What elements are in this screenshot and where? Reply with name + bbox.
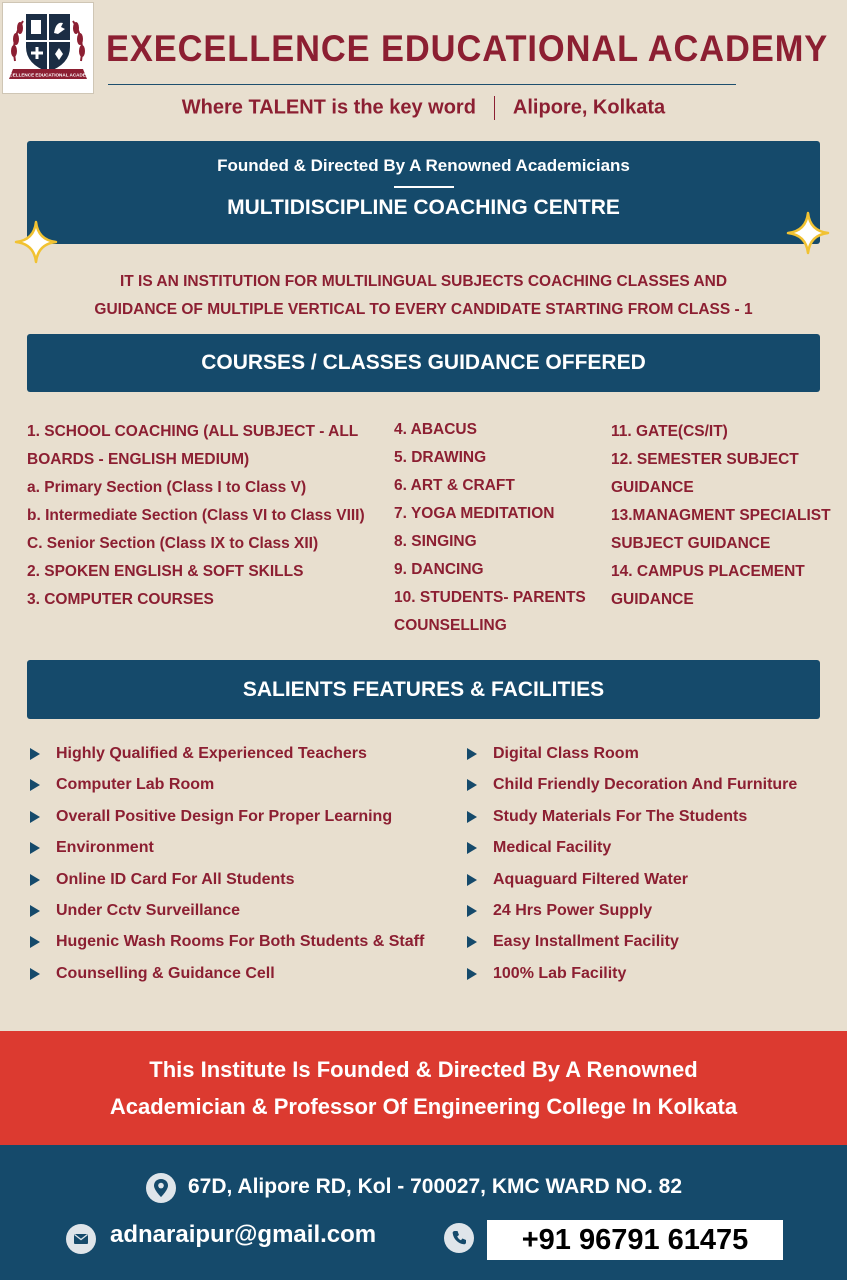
bullet-triangle-icon <box>467 811 477 823</box>
mail-icon <box>66 1224 96 1254</box>
feature-item <box>464 837 839 868</box>
founder-banner-line: Academician & Professor Of Engineering College In Kolkata <box>109 1094 738 1119</box>
feature-item <box>27 806 457 837</box>
feature-item <box>464 900 839 931</box>
feature-label: 24 Hrs Power Supply <box>493 901 653 919</box>
bullet-triangle-icon <box>467 905 477 917</box>
course-item: 1. SCHOOL COACHING (ALL SUBJECT - ALL BOARDS - ENGLISH MEDIUM) <box>27 423 358 468</box>
intro-box-heading: MULTIDISCIPLINE COACHING CENTRE <box>227 196 620 219</box>
intro-box-divider <box>394 186 454 188</box>
phone-icon <box>444 1223 474 1253</box>
feature-item <box>464 743 839 774</box>
course-item: 4. ABACUS <box>394 421 477 438</box>
features-list-right <box>464 743 839 994</box>
feature-label: Under Cctv Surveillance <box>56 901 241 919</box>
course-item: 7. YOGA MEDITATION <box>394 505 555 522</box>
sparkle-star-icon-right <box>786 211 830 255</box>
course-item: b. Intermediate Section (Class VI to Class VIII) <box>27 507 365 524</box>
course-item: C. Senior Section (Class IX to Class XII) <box>27 535 319 552</box>
email-link[interactable]: adnaraipur@gmail.com <box>110 1221 377 1248</box>
location-pin-icon <box>146 1173 176 1203</box>
intro-box <box>27 141 820 244</box>
bullet-triangle-icon <box>467 874 477 886</box>
feature-item <box>27 774 457 805</box>
bullet-triangle-icon <box>467 748 477 760</box>
course-item: 8. SINGING <box>394 533 477 550</box>
feature-label: Online ID Card For All Students <box>56 870 295 888</box>
feature-item <box>27 743 457 774</box>
intro-text-line: GUIDANCE OF MULTIPLE VERTICAL TO EVERY CANDIDATE STARTING FROM CLASS - 1 <box>94 301 753 318</box>
course-item: 10. STUDENTS- PARENTS COUNSELLING <box>394 589 586 634</box>
bullet-triangle-icon <box>467 936 477 948</box>
feature-label: Counselling & Guidance Cell <box>56 964 275 982</box>
feature-label: Medical Facility <box>493 839 612 857</box>
bullet-triangle-icon <box>30 779 40 791</box>
feature-label: Environment <box>56 839 154 857</box>
feature-item <box>464 963 839 994</box>
course-item: a. Primary Section (Class I to Class V) <box>27 479 307 496</box>
feature-label: Overall Positive Design For Proper Learning <box>56 807 393 825</box>
feature-item <box>27 931 457 962</box>
features-list-left <box>27 743 457 994</box>
feature-item <box>27 900 457 931</box>
course-item: 14. CAMPUS PLACEMENT GUIDANCE <box>611 563 805 608</box>
features-heading: SALIENTS FEATURES & FACILITIES <box>27 660 820 719</box>
course-item: 13.MANAGMENT SPECIALIST SUBJECT GUIDANCE <box>611 507 831 552</box>
feature-item <box>464 806 839 837</box>
intro-box-subtitle: Founded & Directed By A Renowned Academicians <box>217 156 630 175</box>
academy-logo <box>2 2 94 94</box>
course-item: 2. SPOKEN ENGLISH & SOFT SKILLS <box>27 563 304 580</box>
feature-label: 100% Lab Facility <box>493 964 627 982</box>
feature-label: Child Friendly Decoration And Furniture <box>493 776 798 794</box>
logo-ribbon-text: EXCELLENCE EDUCATIONAL ACADEMY <box>3 72 93 78</box>
bullet-triangle-icon <box>30 905 40 917</box>
bullet-triangle-icon <box>30 968 40 980</box>
bullet-triangle-icon <box>467 842 477 854</box>
feature-item <box>27 837 457 868</box>
intro-text-line: IT IS AN INSTITUTION FOR MULTILINGUAL SUBJECTS COACHING CLASSES AND <box>119 273 728 290</box>
tagline-location: Alipore, Kolkata <box>512 96 666 119</box>
bullet-triangle-icon <box>30 874 40 886</box>
sparkle-star-icon-left <box>14 220 58 264</box>
bullet-triangle-icon <box>30 811 40 823</box>
feature-label: Computer Lab Room <box>56 776 215 794</box>
course-item: 6. ART & CRAFT <box>394 477 515 494</box>
courses-column-1 <box>27 418 377 614</box>
course-item: 3. COMPUTER COURSES <box>27 591 214 608</box>
feature-item <box>464 931 839 962</box>
feature-item <box>27 869 457 900</box>
tagline <box>0 96 847 120</box>
feature-label: Highly Qualified & Experienced Teachers <box>56 745 367 762</box>
course-item: 12. SEMESTER SUBJECT GUIDANCE <box>611 451 799 496</box>
courses-heading: COURSES / CLASSES GUIDANCE OFFERED <box>27 334 820 392</box>
course-item: 9. DANCING <box>394 561 484 578</box>
page-title: EXECELLENCE EDUCATIONAL ACADEMY <box>106 28 829 69</box>
bullet-triangle-icon <box>30 748 40 760</box>
bullet-triangle-icon <box>467 779 477 791</box>
bullet-triangle-icon <box>467 968 477 980</box>
course-item: 5. DRAWING <box>394 449 487 466</box>
founder-banner-line: This Institute Is Founded & Directed By A Renowned <box>149 1057 698 1082</box>
bullet-triangle-icon <box>30 842 40 854</box>
feature-label: Digital Class Room <box>493 745 639 762</box>
course-item: 11. GATE(CS/IT) <box>611 423 728 440</box>
title-underline <box>108 84 736 85</box>
founder-banner <box>0 1031 847 1145</box>
feature-label: Easy Installment Facility <box>493 933 679 951</box>
feature-item <box>27 963 457 994</box>
tagline-divider <box>494 96 495 120</box>
courses-column-2 <box>394 416 599 640</box>
feature-item <box>464 774 839 805</box>
feature-label: Aquaguard Filtered Water <box>493 870 688 888</box>
tagline-slogan: Where TALENT is the key word <box>181 96 476 119</box>
address-text: 67D, Alipore RD, Kol - 700027, KMC WARD NO. 82 <box>188 1175 683 1198</box>
courses-column-3 <box>611 418 845 614</box>
intro-text <box>40 268 807 324</box>
phone-number[interactable]: +91 96791 61475 <box>521 1224 749 1256</box>
feature-label: Study Materials For The Students <box>493 807 748 825</box>
feature-label: Hugenic Wash Rooms For Both Students & Staff <box>56 933 425 951</box>
feature-item <box>464 869 839 900</box>
bullet-triangle-icon <box>30 936 40 948</box>
